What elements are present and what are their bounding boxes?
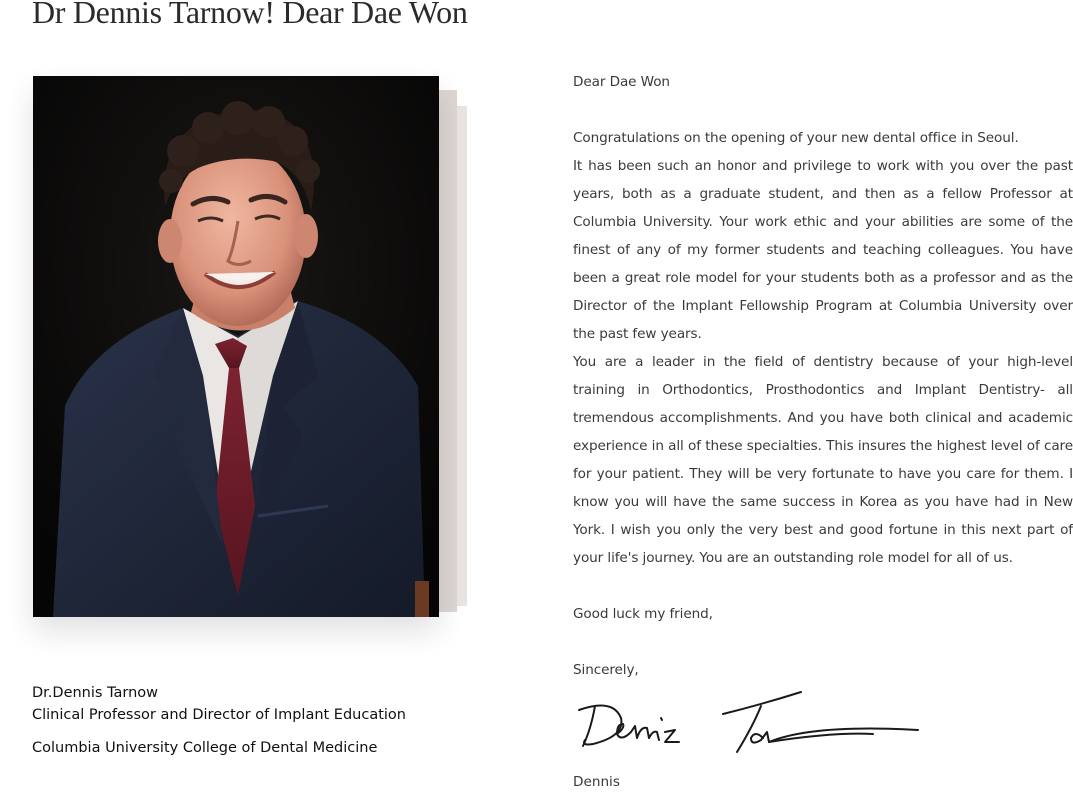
letter-salutation: Dear Dae Won	[573, 74, 670, 90]
letter-paragraph: Congratulations on the opening of your new dental office in Seoul.	[573, 130, 1019, 146]
portrait-illustration	[33, 76, 439, 617]
letter-sign-off: Sincerely,	[573, 662, 639, 678]
letter-paragraph: You are a leader in the field of dentistry because of your high-level training in Orthodontics, Prosthodontics and Implant Dentistry- all tremendous accomplishments. And you have both clinical and academic experience in all of these specialties. This insures the highest level of care for your patient. They will be very fortunate to have you care for them. I know you will have the same success in Korea as you have had in New York. I wish you only the very best and good fortune in this next part of your life's journey. You are an outstanding role model for all of us.	[573, 354, 1073, 566]
caption-position: Clinical Professor and Director of Implant Education	[32, 707, 406, 723]
letter-closing: Good luck my friend,	[573, 606, 713, 622]
letter-body	[573, 68, 1073, 684]
handwritten-signature	[573, 684, 933, 762]
page-title: Dr Dennis Tarnow! Dear Dae Won	[32, 0, 468, 30]
caption-name: Dr.Dennis Tarnow	[32, 685, 159, 701]
letter-paragraph: It has been such an honor and privilege to work with you over the past years, both as a graduate student, and then as a fellow Professor at Columbia University. Your work ethic and your abilities are some of the finest of any of my former students and teaching colleagues. You have been a great role model for your students both as a professor and as the Director of the Implant Fellowship Program at Columbia University over the past few years.	[573, 158, 1073, 342]
portrait-photo	[33, 76, 439, 617]
caption-institution: Columbia University College of Dental Medicine	[32, 740, 378, 756]
signer-name: Dennis	[573, 774, 620, 790]
caption	[32, 682, 406, 759]
portrait-frame	[33, 76, 439, 617]
